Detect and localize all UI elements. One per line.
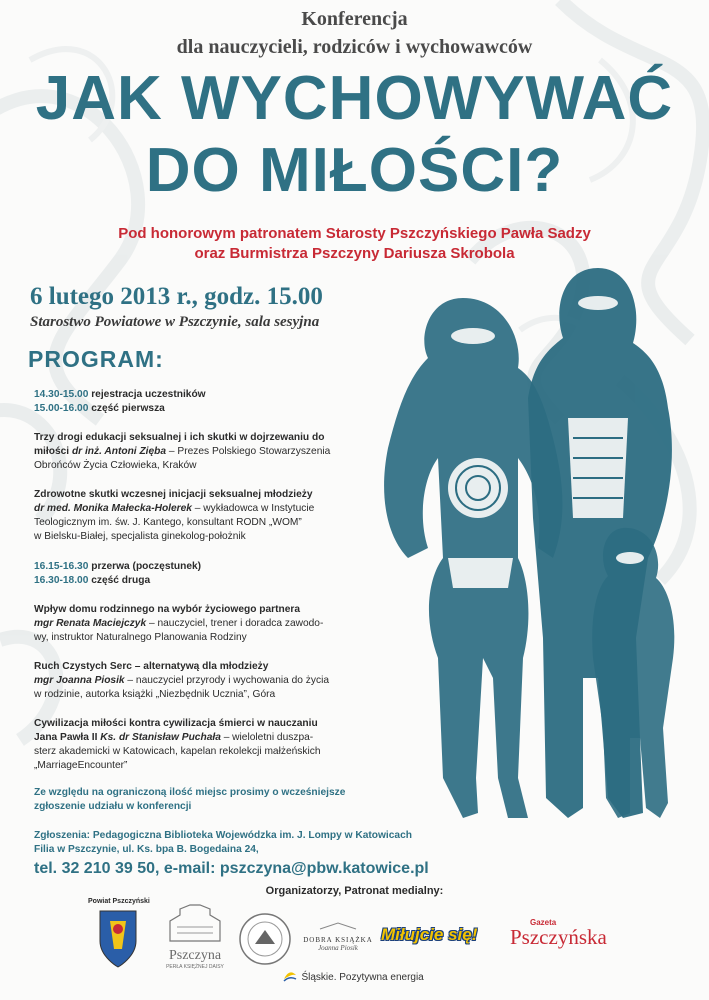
talk5-speaker: Jana Pawła II Ks. dr Stanisław Puchała – wieloletni duszpa- bbox=[34, 732, 314, 743]
book-icon bbox=[318, 921, 358, 931]
pszczyna-logo bbox=[160, 903, 230, 983]
talk4-affiliation: w rodzinie, autorka książki „Niezbędnik Ucznia”, Góra bbox=[34, 689, 276, 700]
talk4-title: Ruch Czystych Serc – alternatywą dla młodzieży bbox=[34, 661, 269, 672]
patronage-line2: oraz Burmistrza Pszczyny Dariusza Skrobola bbox=[194, 245, 515, 262]
dobra-ksiazka-logo bbox=[298, 918, 378, 958]
talk1-affiliation: Obrońców Życia Człowieka, Kraków bbox=[34, 460, 197, 471]
talk3-title: Wpływ domu rodzinnego na wybór życiowego partnera bbox=[34, 604, 301, 615]
slaskie-bird-icon bbox=[283, 969, 297, 983]
gazeta-pszczynska-logo bbox=[510, 918, 620, 958]
gazeta-title: Pszczyńska bbox=[510, 925, 607, 949]
milujcie-sie-text: Miłujcie się! bbox=[381, 925, 478, 944]
contact-phone-email: tel. 32 210 39 50, e-mail: pszczyna@pbw.katowice.pl bbox=[34, 860, 429, 877]
contact-address-2: Filia w Pszczynie, ul. Ks. bpa B. Bogedaina 24, bbox=[34, 844, 259, 855]
pszczyna-logo-subtitle: PERŁA KSIĘŻNEJ DAISY bbox=[166, 964, 224, 970]
talk3-affiliation: wy, instruktor Naturalnego Planowania Rodziny bbox=[34, 632, 247, 643]
slaskie-name: Śląskie. bbox=[301, 972, 337, 983]
patronage-line1: Pod honorowym patronatem Starosty Pszczyńskiego Pawła Sadzy bbox=[118, 225, 591, 242]
library-seal-logo bbox=[238, 912, 292, 966]
pszczyna-logo-text: Pszczyna bbox=[168, 948, 222, 963]
schedule-break: 16.15-16.30 przerwa (poczęstunek) bbox=[34, 561, 202, 572]
seal-icon bbox=[238, 912, 292, 966]
talk5-affiliation-2: „MarriageEncounter” bbox=[34, 760, 128, 771]
audience-line: dla nauczycieli, rodziców i wychowawców bbox=[176, 36, 533, 58]
talk3-speaker: mgr Renata Maciejczyk – nauczyciel, trener i doradca zawodo- bbox=[34, 618, 324, 629]
powiat-logo bbox=[88, 898, 148, 978]
milujcie-sie-logo bbox=[381, 925, 493, 955]
contact-address: Zgłoszenia: Pedagogiczna Biblioteka Wojewódzka im. J. Lompy w Katowicach bbox=[34, 830, 412, 841]
conference-label: Konferencja bbox=[301, 8, 408, 30]
schedule-part-two: 16.30-18.00 część druga bbox=[34, 575, 151, 586]
talk2-speaker: dr med. Monika Małecka-Holerek – wykładowca w Instytucie bbox=[34, 503, 315, 514]
talk4-speaker: mgr Joanna Piosik – nauczyciel przyrody i wychowania do życia bbox=[34, 675, 330, 686]
registration-note-2: zgłoszenie udziału w konferencji bbox=[34, 801, 192, 812]
registration-note: Ze względu na ograniczoną ilość miejsc prosimy o wcześniejsze bbox=[34, 787, 346, 798]
slaskie-logo bbox=[283, 967, 443, 987]
palace-icon bbox=[165, 903, 225, 943]
event-venue: Starostwo Powiatowe w Pszczynie, sala sesyjna bbox=[30, 314, 320, 330]
talk2-affiliation-2: w Bielsku-Białej, specjalista ginekolog-położnik bbox=[34, 531, 246, 542]
talk5-title: Cywilizacja miłości kontra cywilizacja śmierci w nauczaniu bbox=[34, 718, 318, 729]
slaskie-slogan: Pozytywna energia bbox=[336, 972, 424, 983]
page-title-line2: DO MIŁOŚCI? bbox=[145, 136, 564, 205]
coat-of-arms-icon bbox=[88, 905, 148, 971]
talk2-affiliation: Teologicznym im. św. J. Kantego, konsultant RODN „WOM” bbox=[34, 517, 302, 528]
talk1-title: Trzy drogi edukacji seksualnej i ich skutki w dojrzewaniu do bbox=[34, 432, 325, 443]
gazeta-label: Gazeta bbox=[530, 918, 557, 927]
organizers-label: Organizatorzy, Patronat medialny: bbox=[265, 885, 444, 897]
dobra-ksiazka-author: Joanna Piosik bbox=[318, 944, 358, 952]
family-illustration bbox=[368, 258, 709, 858]
talk2-title: Zdrowotne skutki wczesnej inicjacji seksualnej młodzieży bbox=[34, 489, 313, 500]
talk5-affiliation: sterz akademicki w Katowicach, kapelan rekolekcji małżeńskich bbox=[34, 746, 321, 757]
schedule-registration: 14.30-15.00 rejestracja uczestników bbox=[34, 389, 206, 400]
program-heading: PROGRAM: bbox=[28, 346, 164, 372]
dobra-ksiazka-title: DOBRA KSIĄŻKA bbox=[303, 936, 373, 944]
page-title-line1: JAK WYCHOWYWAĆ bbox=[35, 64, 674, 133]
talk1-speaker: miłości dr inż. Antoni Zięba – Prezes Polskiego Stowarzyszenia bbox=[34, 446, 331, 457]
powiat-logo-label: Powiat Pszczyński bbox=[88, 898, 150, 905]
event-date: 6 lutego 2013 r., godz. 15.00 bbox=[30, 283, 323, 310]
schedule-part-one: 15.00-16.00 część pierwsza bbox=[34, 403, 165, 414]
